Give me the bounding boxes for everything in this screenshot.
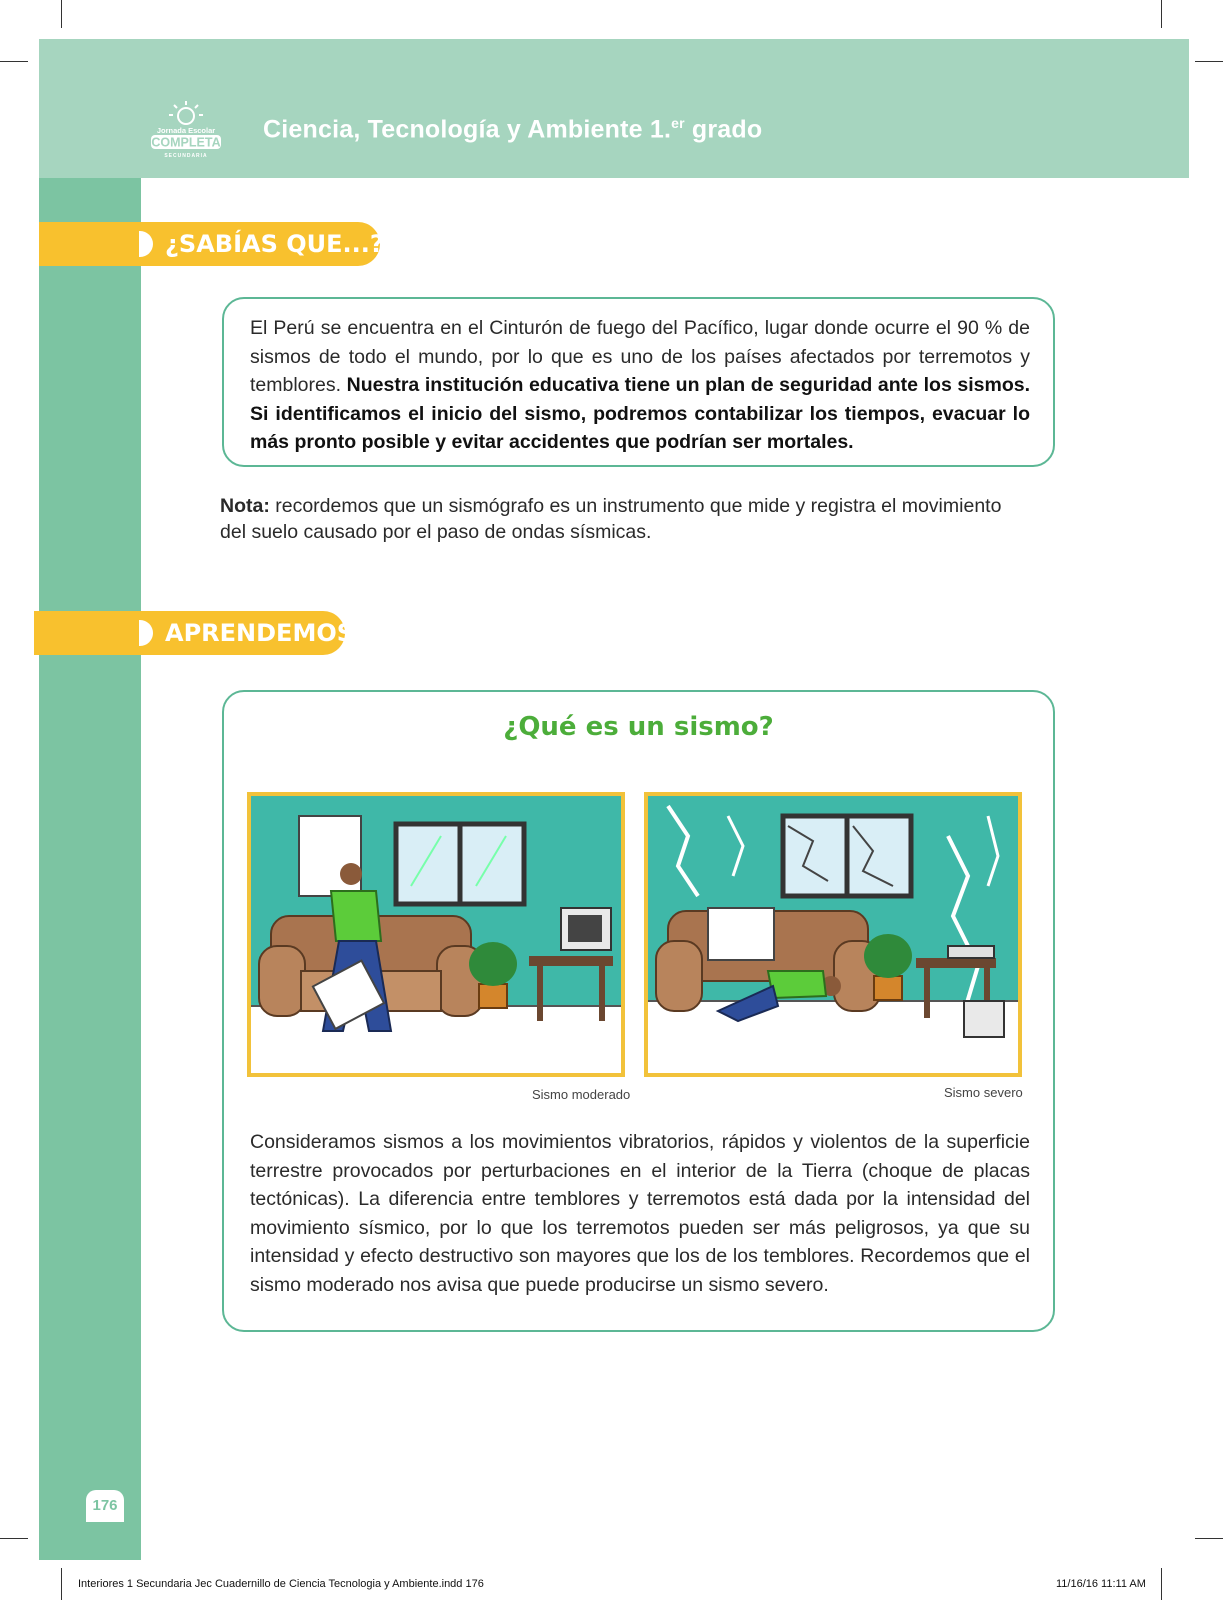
aprendemos-box [222, 690, 1055, 1332]
footer-file-info: Interiores 1 Secundaria Jec Cuadernillo de Ciencia Tecnologia y Ambiente.indd 176 [78, 1578, 484, 1590]
caption-sismo-severo: Sismo severo [944, 1085, 1023, 1100]
crop-mark [0, 1538, 28, 1539]
section-label-text: APRENDEMOS [165, 619, 355, 647]
footer-date: 11/16/16 11:11 AM [1056, 1578, 1146, 1590]
section-label-aprendemos [34, 611, 355, 655]
crop-mark [1161, 0, 1162, 28]
crop-mark [1195, 61, 1223, 62]
label-notch [139, 231, 153, 257]
crop-mark [0, 61, 28, 62]
side-bar [39, 178, 141, 1560]
illustration-sismo-severo [644, 792, 1022, 1077]
box-title: ¿Qué es un sismo? [503, 712, 774, 742]
caption-sismo-moderado: Sismo moderado [532, 1087, 631, 1102]
jec-logo [148, 100, 224, 162]
label-notch [139, 620, 153, 646]
logo-text-top: Jornada Escolar [156, 126, 216, 135]
header-title: Ciencia, Tecnología y Ambiente 1.$^{er}$ grado [263, 115, 763, 144]
aprendemos-paragraph: Consideramos sismos a los movimientos vibratorios, rápidos y violentos de la superficie terrestre provocados por perturbaciones en el interior de la Tierra (choque de placas tectónicas). La diferencia entre temblores y terremotos está dada por la intensidad del movimiento sísmico, por lo que los terremotos pueden ser más peligrosos, ya que su intensidad y efecto destructivo son mayores que los de los temblores. Recordemos que el sismo moderado nos avisa que puede producirse un sismo severo. [250, 1131, 1030, 1296]
section-label-text: ¿SABÍAS QUE...? [165, 230, 384, 258]
sabias-box [222, 297, 1055, 467]
logo-text-bottom: SECUNDARIA [164, 153, 208, 159]
crop-mark [61, 1568, 62, 1600]
crop-mark [1195, 1538, 1223, 1539]
page-number: 176 [86, 1490, 124, 1522]
nota-paragraph: Nota: recordemos que un sismógrafo es un instrumento que mide y registra el movimiento del suelo causado por el paso de ondas sísmicas. [220, 495, 1002, 543]
section-label-sabias [39, 222, 384, 266]
crop-mark [1161, 1568, 1162, 1600]
sabias-paragraph: El Perú se encuentra en el Cinturón de fuego del Pacífico, lugar donde ocurre el 90 % de sismos de todo el mundo, por lo que es uno de los países afectados por terremotos y temblores. Nuestra institución educativa tiene un plan de seguridad ante los sismos. Si identificamos el inicio del sismo, podremos contabilizar los tiempos, evacuar lo más pronto posible y evitar accidentes que podrían ser mortales. [250, 317, 1031, 453]
illustration-sismo-moderado [247, 792, 625, 1077]
crop-mark [61, 0, 62, 28]
logo-text-main: COMPLETA [151, 135, 221, 150]
